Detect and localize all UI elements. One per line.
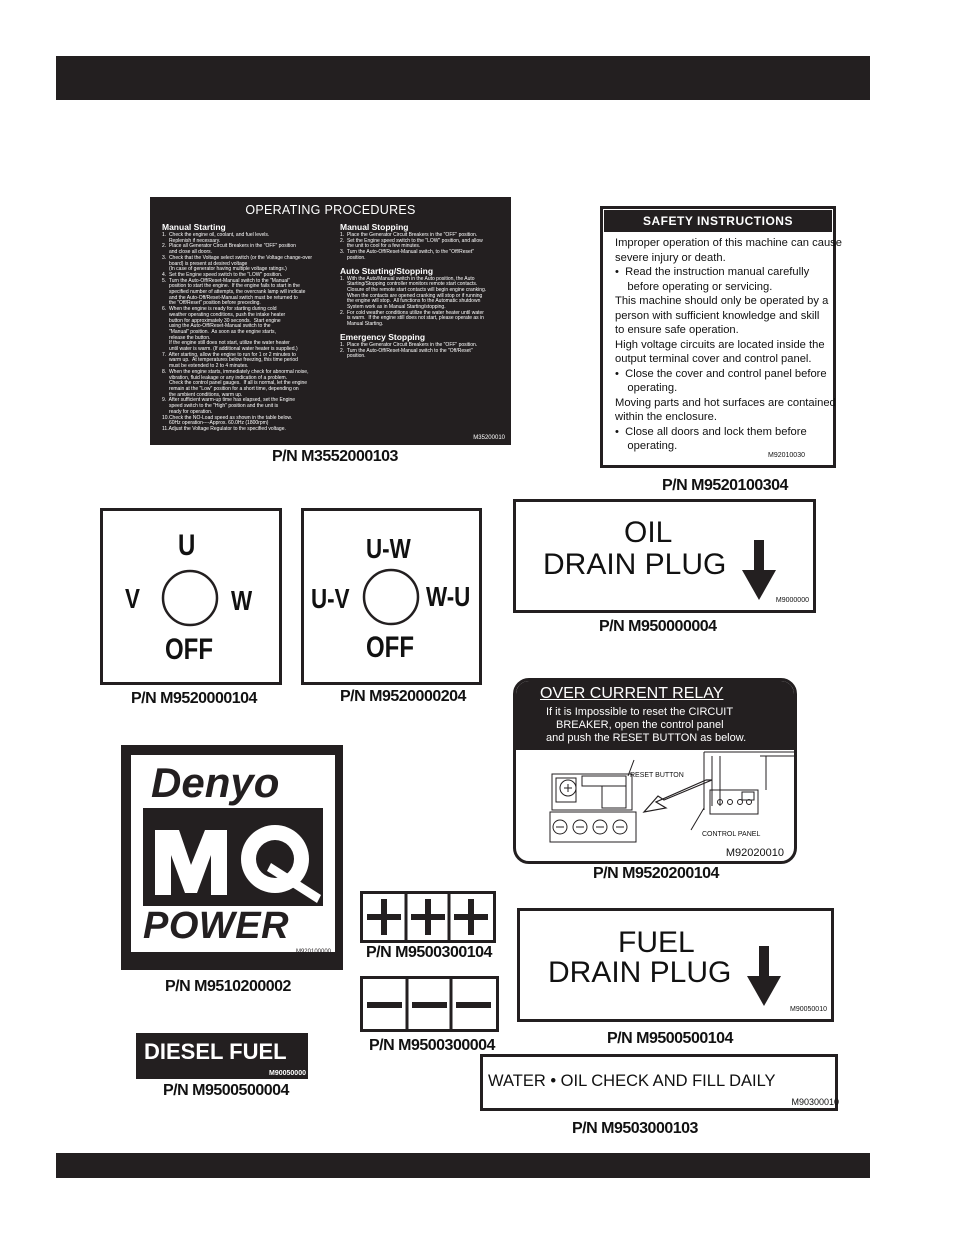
procedure-line: and close all doors. — [162, 249, 213, 256]
procedure-line: vibration, fluid leakage or any indication of a problem. — [162, 374, 288, 381]
decal-code: M90050010 — [790, 1006, 827, 1013]
safety-line: • Read the instruction manual carefully — [615, 266, 810, 278]
footer-bar — [56, 1153, 870, 1178]
procedure-line: If the engine still does not start, utilize the water heater — [162, 340, 290, 347]
part-number: P/N M9520000204 — [340, 688, 466, 705]
oil-drain-plug-decal — [513, 499, 816, 613]
part-number: P/N M950000004 — [599, 618, 717, 635]
plus-icons — [363, 894, 493, 940]
relay-desc-line: BREAKER, open the control panel — [556, 719, 724, 731]
safety-line: Improper operation of this machine can cause — [615, 237, 842, 249]
operating-procedures-decal — [150, 197, 511, 445]
stopping-column — [340, 222, 510, 360]
switch-label-top: U — [178, 529, 196, 562]
voltage-selector-decal-phases — [301, 508, 482, 685]
manual-starting-steps — [162, 233, 347, 433]
safety-line: operating. — [615, 440, 678, 452]
procedure-line: 9. After sufficient warm-up time has elapsed, set the Engine — [162, 397, 296, 404]
emergency-stopping-steps — [340, 343, 510, 360]
procedure-line: weather operating conditions, push the intake heater — [162, 311, 286, 318]
decal-code: M9000000 — [775, 597, 809, 604]
part-number: P/N M9500500004 — [163, 1082, 289, 1099]
switch-label-left: U-V — [311, 583, 350, 614]
part-number: P/N M9520000104 — [131, 690, 257, 707]
part-number: P/N M3552000103 — [272, 448, 398, 465]
emergency-stopping-heading: Emergency Stopping — [340, 331, 426, 342]
procedure-line: 3. Turn the Auto-Off/Reset-Manual switch, to the "Off/Reset" — [340, 249, 474, 256]
safety-line: severe injury or death. — [615, 251, 726, 264]
safety-line: within the enclosure. — [615, 411, 717, 423]
procedure-line: 6. When the engine is ready for starting during cold — [162, 306, 277, 313]
procedure-line: button for approximately 30 seconds. Start engine — [162, 317, 281, 324]
procedure-line: 2. Place all Generator Circuit Breakers in the "OFF" position — [162, 243, 296, 250]
procedure-line: 1. Place the Generator Circuit Breakers in the "OFF" position. — [340, 341, 478, 348]
procedure-line: the engine will stop. All functions fo the Automatic shutdown — [340, 298, 481, 305]
drain-line-1: OIL — [624, 516, 673, 549]
voltage-selector-decal-uvw — [100, 508, 282, 685]
drain-line-2: DRAIN PLUG — [548, 956, 732, 989]
drain-line-1: FUEL — [618, 926, 695, 959]
part-number: P/N M9503000103 — [572, 1120, 698, 1137]
part-number: P/N M9500300104 — [366, 944, 492, 961]
procedure-line: specified number of attempts, the overcrank lamp will indicate — [162, 289, 306, 296]
procedure-line: until water is warm. (If additional water heater is supplied.) — [162, 346, 298, 353]
over-current-relay-decal — [513, 678, 797, 864]
switch-label-right: W — [231, 585, 253, 616]
procedure-line: remain at the "Low" position for a short time, depending on — [162, 385, 299, 392]
denyo-mq-power-logo-decal — [121, 745, 343, 970]
safety-line: This machine should only be operated by a — [615, 295, 829, 307]
safety-line: Moving parts and hot surfaces are contained — [615, 396, 836, 409]
control-panel-label: CONTROL PANEL — [702, 831, 761, 838]
procedure-line: position. — [340, 254, 366, 261]
procedure-line: Manual Starting. — [340, 321, 384, 328]
procedure-line: the ambient conditions, warm up. — [162, 391, 243, 398]
manual-stopping-heading: Manual Stopping — [340, 222, 409, 232]
procedure-line: Starting/Stopping controller monitors remote start contacts. — [340, 281, 478, 288]
procedure-line: ready for operation. — [162, 408, 213, 415]
procedure-line: System work as in Manual Starting/stopping. — [340, 304, 446, 311]
procedure-line: Replenish if necessary. — [162, 237, 221, 244]
decal-code: M35200010 — [473, 435, 505, 441]
procedure-line: 1. Check the engine oil, coolant, and fuel levels. — [162, 232, 270, 238]
safety-line: output terminal cover and control panel. — [615, 353, 812, 365]
fuel-drain-plug-decal — [517, 908, 834, 1022]
reset-button-label: RESET BUTTON — [630, 772, 684, 779]
procedure-line: warm up. At temperatures below freezing, this time period — [162, 357, 298, 364]
procedure-line: release the button. — [162, 334, 211, 341]
decal-code: M92020010 — [725, 847, 784, 859]
procedure-line: Check the control panel gauges. If all is normal, let the engine — [162, 380, 308, 387]
manual-starting-column — [162, 222, 347, 433]
relay-desc-line: If it is Impossible to reset the CIRCUIT — [546, 706, 734, 718]
manual-stopping-steps — [340, 233, 510, 262]
switch-label-bottom: OFF — [165, 633, 213, 666]
down-arrow-icon — [742, 540, 778, 602]
water-title: WATER • OIL CHECK AND FILL DAILY — [488, 1072, 776, 1090]
decal-code: M92010030 — [768, 452, 805, 459]
auto-starting-steps — [340, 277, 510, 328]
procedure-line: 1. Place the Generator Circuit Breakers in the "OFF" position. — [340, 232, 478, 238]
part-number: P/N M9500500104 — [607, 1030, 733, 1047]
relay-title: OVER CURRENT RELAY — [540, 685, 724, 702]
diesel-title: DIESEL FUEL — [144, 1039, 287, 1064]
negative-terminal-decal — [360, 976, 499, 1032]
safety-instructions-decal — [600, 206, 842, 468]
procedure-line: 5. Turn the Auto-Off/Reset-Manual switch to the "Manual" — [162, 277, 290, 284]
procedure-line: must be extended to 2 to 4 minutes. — [162, 363, 249, 370]
procedure-line: using the Auto-Off/Reset-Manual switch to the — [162, 323, 271, 330]
drain-line-2: DRAIN PLUG — [543, 548, 727, 581]
switch-label-left: V — [125, 583, 140, 614]
safety-line: to ensure safe operation. — [615, 324, 739, 336]
procedure-line: and the Auto-Off/Reset-Manual switch must be returned to — [162, 294, 298, 301]
header-bar — [56, 56, 870, 100]
procedure-line: 10.Check the NO-Load speed as shown in the table below. — [162, 414, 293, 421]
procedure-line: position. — [340, 353, 366, 360]
switch-label-bottom: OFF — [366, 631, 414, 664]
procedure-line: is warm. If the engine still does not start, please operate as in — [340, 315, 484, 322]
procedure-line: the "Off/Reset" position before preceding. — [162, 300, 261, 307]
safety-line: High voltage circuits are located inside the — [615, 338, 825, 351]
decal-code: M920100000 — [295, 949, 331, 955]
water-oil-check-decal — [480, 1054, 838, 1111]
relay-header — [516, 681, 794, 750]
minus-icons — [363, 979, 496, 1029]
procedure-line: 60Hz operation----Approx. 60.0Hz (1800rpm) — [162, 420, 269, 427]
safety-text — [615, 236, 842, 454]
procedure-line: 7. After starting, allow the engine to run for 1 or 2 minutes to — [162, 351, 296, 358]
safety-line: before operating or servicing. — [615, 280, 773, 293]
auto-starting-heading: Auto Starting/Stopping — [340, 265, 434, 276]
procedure-line: "Manual" position. As soon as the engine starts, — [162, 328, 276, 335]
safety-line: operating. — [615, 382, 678, 394]
procedure-line: the unit to cool for a few minutes. — [340, 243, 421, 250]
relay-desc-line: and push the RESET BUTTON as below. — [546, 732, 747, 744]
safety-line: person with sufficient knowledge and skill — [615, 309, 820, 322]
brand-name: Denyo — [151, 759, 280, 806]
procedure-line: board) is present at desired voltage — [162, 260, 248, 267]
part-number: P/N M9520100304 — [662, 477, 788, 494]
manual-starting-heading: Manual Starting — [162, 222, 226, 232]
down-arrow-icon — [747, 946, 783, 1008]
diesel-fuel-decal — [136, 1033, 308, 1079]
safety-title: SAFETY INSTRUCTIONS — [604, 210, 832, 232]
relay-diagram-illustration — [516, 750, 794, 861]
decal-code: M90050000 — [269, 1070, 306, 1077]
procedure-line: 3. Check that the Voltage select switch (or the Voltage change-over — [162, 254, 313, 261]
procedure-line: 2. Set the Engine speed switch to the "LOW" position, and allow — [340, 237, 483, 244]
procedure-line: position to start the engine. If the engine fails to start in the — [162, 283, 300, 290]
part-number: P/N M9520200104 — [593, 865, 719, 882]
procedure-line: Closure of the remote start contacts will begin engine cranking. — [340, 286, 487, 293]
part-number: P/N M9510200002 — [165, 978, 291, 995]
procedure-line: 8. When the engine starts, immediately check for abnormal noise, — [162, 368, 309, 375]
safety-line: • Close all doors and lock them before — [615, 425, 807, 438]
procedure-line: 2. For cold weather conditions utilize the water heater until water — [340, 309, 484, 316]
positive-terminal-decal — [360, 891, 496, 943]
procedure-line: 2. Turn the Auto-Off/Reset-Manual switch to the "Off/Reset" — [340, 347, 473, 354]
part-number: P/N M9500300004 — [369, 1037, 495, 1054]
procedure-line: speed switch to the "High" position and the unit is — [162, 403, 279, 410]
procedure-line: When the contacts are opened cranking will stop or if running — [340, 292, 483, 299]
procedure-line: 11.Adjust the Voltage Regulator to the specified voltage. — [162, 425, 286, 432]
procedure-line: (In case of generator having multiple voltage ratings.) — [162, 266, 287, 273]
switch-label-right: W-U — [426, 581, 471, 612]
operating-procedures-title: OPERATING PROCEDURES — [245, 203, 416, 217]
safety-line: • Close the cover and control panel before — [615, 367, 827, 380]
decal-code: M90300010 — [791, 1097, 839, 1107]
power-text: POWER — [143, 905, 290, 947]
procedure-line: 1. With the Auto/Manual switch in the Auto position, the Auto — [340, 275, 475, 282]
procedure-line: 4. Set the Engine speed switch to the "LOW" position. — [162, 271, 283, 278]
switch-label-top: U-W — [366, 533, 411, 564]
